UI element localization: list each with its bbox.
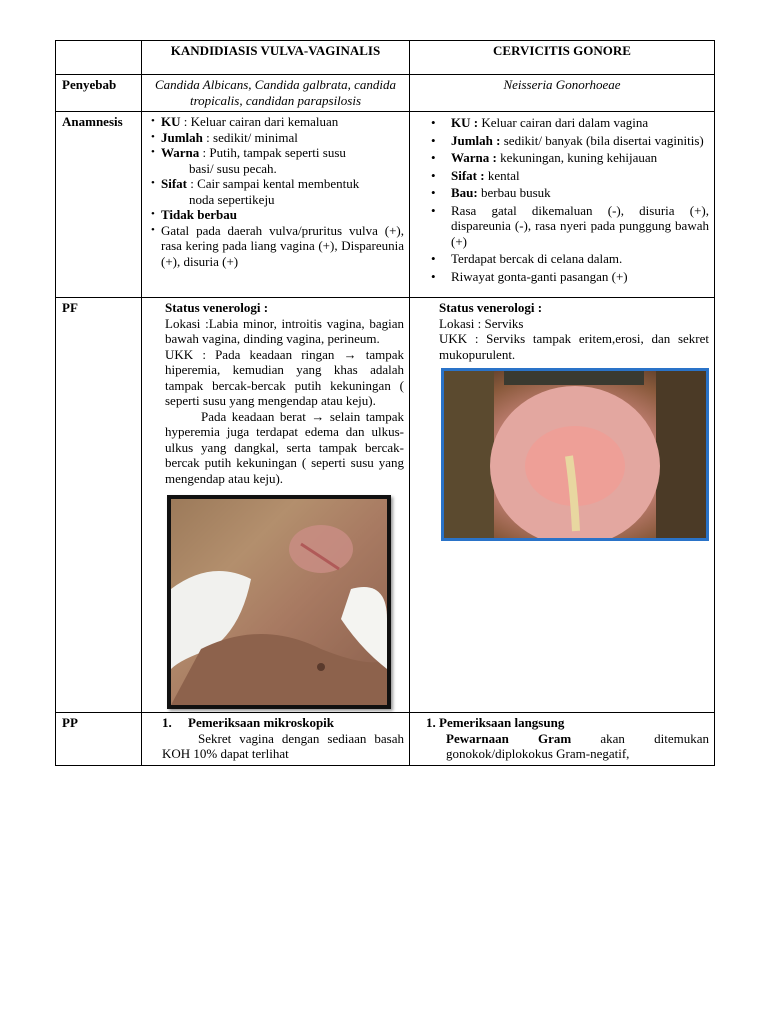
pp-label: PP [56, 713, 142, 766]
header-kandidiasis: KANDIDIASIS VULVA-VAGINALIS [142, 41, 410, 75]
pf-gonore [410, 298, 715, 713]
pf-kandidiasis-ukk: UKK : Pada keadaan ringan → tampak hiperemia, kemudian yang khas adalah tampak bercak-bercak putih kekuningan ( seperti susu yang mengendap atau keju). [165, 346, 405, 408]
list-item: • KU : Keluar cairan dari dalam vagina [429, 115, 709, 131]
comparison-table [55, 40, 715, 766]
list-item: • KU : Keluar cairan dari kemaluan [151, 114, 404, 130]
pf-kandidiasis [142, 298, 410, 713]
penyebab-gonore: Neisseria Gonorhoeae [410, 75, 715, 112]
anamnesis-kandidiasis [142, 112, 410, 298]
anamnesis-label: Anamnesis [56, 112, 142, 298]
list-item: • Gatal pada daerah vulva/pruritus vulva (+), rasa kering pada liang vagina (+), Dispareunia (+), disuria (+) [151, 223, 404, 270]
penyebab-label: Penyebab [56, 75, 142, 112]
header-empty-cell [56, 41, 142, 75]
cervix-photo-illustration [444, 371, 706, 538]
pp-gonore-heading: 1. Pemeriksaan langsung [426, 715, 565, 730]
penyebab-row [56, 75, 715, 112]
gonore-cervix-photo [441, 368, 709, 541]
anamnesis-row [56, 112, 715, 298]
list-item: • Warna : Putih, tampak seperti susu basi/ susu pecah. [151, 145, 404, 176]
pf-gonore-lokasi: Lokasi : Serviks [439, 315, 524, 331]
list-item: • Rasa gatal dikemaluan (-), disuria (+), dispareunia (-), rasa nyeri pada punggung bawah (+) [429, 203, 709, 250]
pp-kandidiasis-heading: 1. Pemeriksaan mikroskopik [162, 715, 335, 730]
pp-gonore [410, 713, 715, 766]
list-item: • Tidak berbau [151, 207, 404, 223]
list-item: • Sifat : kental [429, 168, 709, 184]
pf-kandidiasis-lokasi: Lokasi :Labia minor, introitis vagina, bagian bawah vagina, dinding vagina, perineum. [165, 315, 404, 346]
header-row [56, 41, 715, 75]
pf-kandidiasis-title: Status venerologi : [165, 300, 269, 315]
pf-row [56, 298, 715, 713]
anamnesis-gonore-list [415, 115, 709, 284]
right-arrow-icon: → [311, 408, 325, 424]
pf-gonore-title: Status venerologi : [439, 300, 543, 315]
pf-gonore-ukk: UKK : Serviks tampak eritem,erosi, dan sekret mukopurulent. [439, 331, 709, 362]
pf-kandidiasis-berat: Pada keadaan berat → selain tampak hyperemia juga terdapat edema dan ulkus-ulkus yang dangkal, serta tampak bercak-bercak putih kekuningan ( seperti susu yang mengendap atau keju). [165, 408, 404, 486]
pp-kandidiasis-text: Sekret vagina dengan sediaan basah KOH 10% dapat terlihat [162, 730, 404, 761]
right-arrow-icon: → [343, 346, 357, 362]
list-item: • Jumlah : sedikit/ banyak (bila disertai vaginitis) [429, 133, 709, 149]
pf-label: PF [56, 298, 142, 713]
kandidiasis-clinical-photo [167, 495, 391, 709]
clinical-photo-illustration [171, 499, 387, 705]
penyebab-kandidiasis: Candida Albicans, Candida galbrata, candida tropicalis, candidan parapsilosis [142, 75, 410, 112]
list-item: • Jumlah : sedikit/ minimal [151, 130, 404, 146]
anamnesis-gonore [410, 112, 715, 298]
list-item: • Warna : kekuningan, kuning kehijauan [429, 150, 709, 166]
pp-row [56, 713, 715, 766]
pp-kandidiasis [142, 713, 410, 766]
list-item: • Riwayat gonta-ganti pasangan (+) [429, 269, 709, 285]
list-item: • Terdapat bercak di celana dalam. [429, 251, 709, 267]
list-item: • Sifat : Cair sampai kental membentuk noda sepertikeju [151, 176, 404, 207]
header-gonore: CERVICITIS GONORE [410, 41, 715, 75]
anamnesis-kandidiasis-list [147, 114, 404, 269]
pp-gonore-text: Pewarnaan Gram akan ditemukan gonokok/diplokokus Gram-negatif, [446, 730, 709, 761]
list-item: • Bau: berbau busuk [429, 185, 709, 201]
